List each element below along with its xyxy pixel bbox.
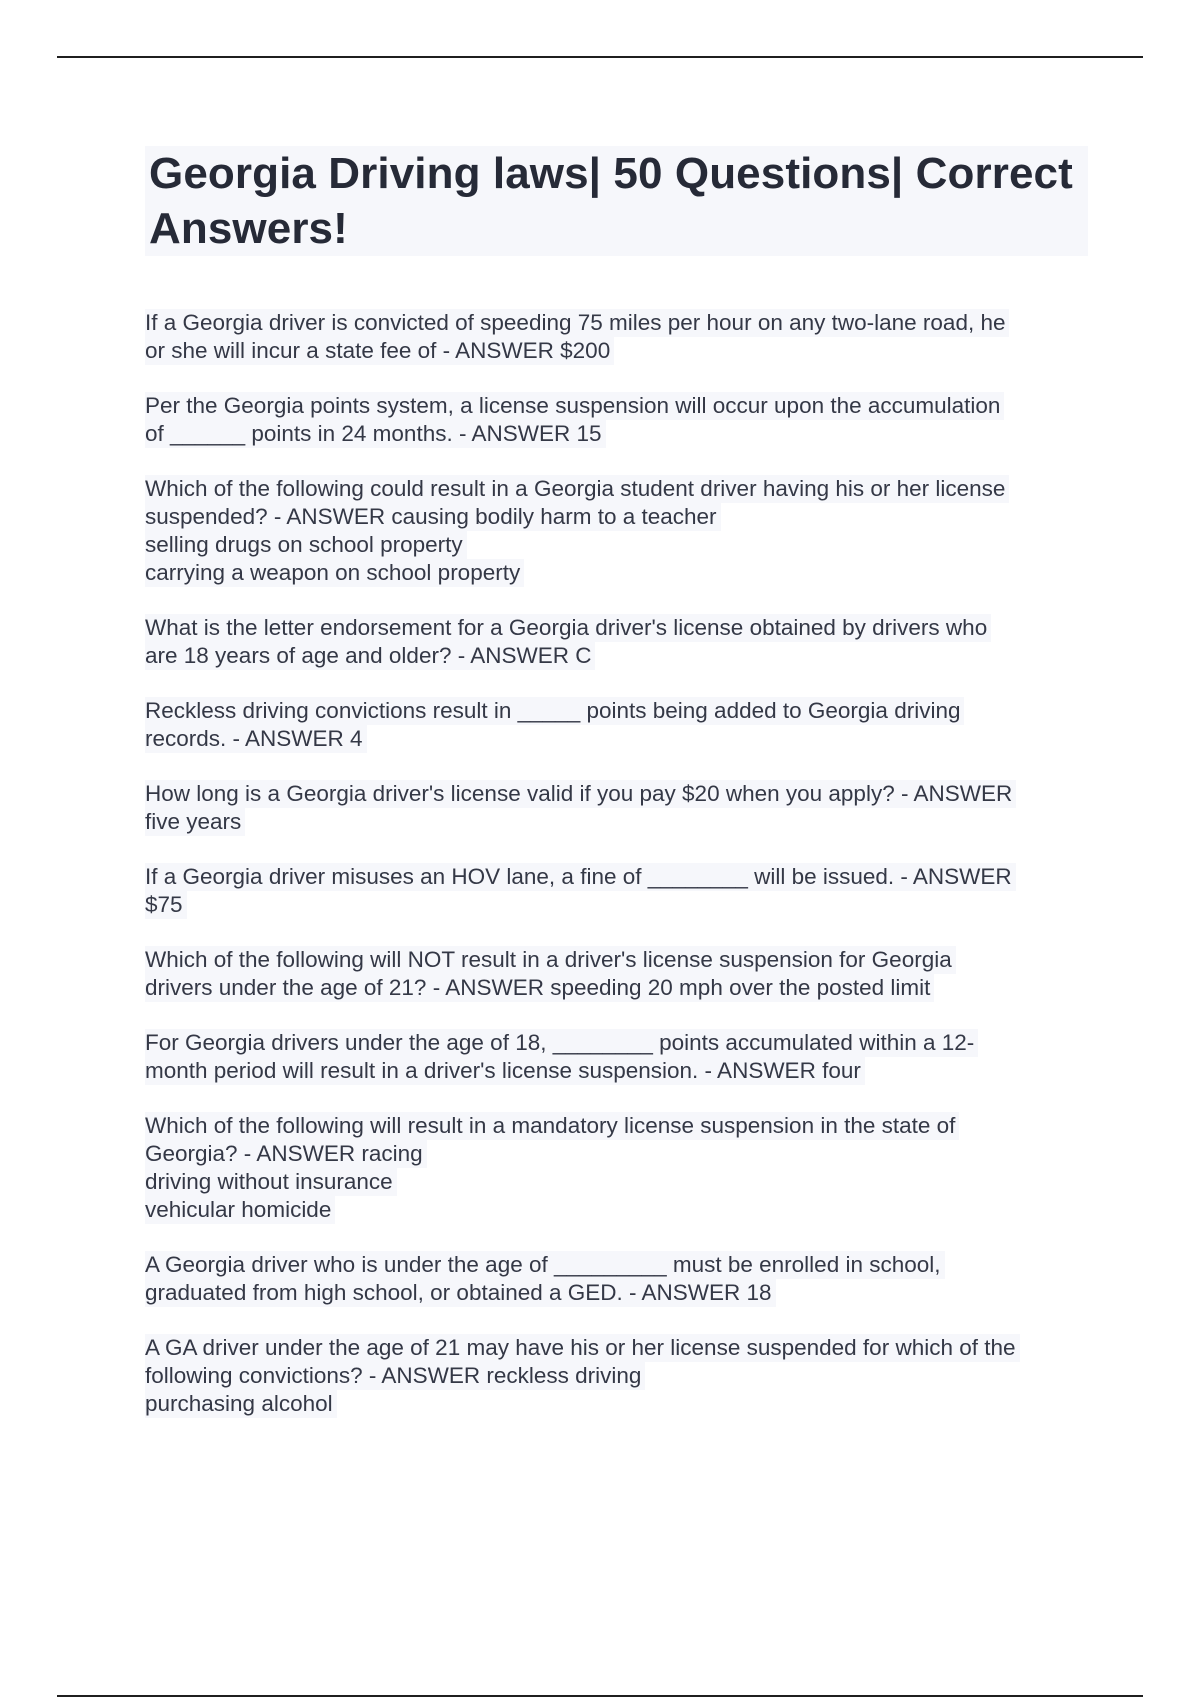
- question-answer-item: [145, 614, 1088, 670]
- question-answer-line: purchasing alcohol: [145, 1390, 337, 1418]
- question-answer-line: five years: [145, 808, 245, 836]
- question-answer-item: [145, 863, 1088, 919]
- question-answer-line: drivers under the age of 21? - ANSWER speeding 20 mph over the posted limit: [145, 974, 934, 1002]
- question-answer-line: or she will incur a state fee of - ANSWER $200: [145, 337, 614, 365]
- question-answer-line: How long is a Georgia driver's license valid if you pay $20 when you apply? - ANSWER: [145, 780, 1016, 808]
- question-answer-item: [145, 780, 1088, 836]
- question-answer-line: A GA driver under the age of 21 may have his or her license suspended for which of the: [145, 1334, 1020, 1362]
- question-answer-line: selling drugs on school property: [145, 531, 467, 559]
- question-answer-item: [145, 697, 1088, 753]
- question-answer-line: carrying a weapon on school property: [145, 559, 524, 587]
- question-answer-line: Per the Georgia points system, a license suspension will occur upon the accumulation: [145, 392, 1004, 420]
- top-rule: [57, 56, 1143, 58]
- question-answer-item: [145, 475, 1088, 587]
- question-answer-line: vehicular homicide: [145, 1196, 335, 1224]
- question-answer-line: following convictions? - ANSWER reckless driving: [145, 1362, 645, 1390]
- question-answer-item: [145, 1112, 1088, 1224]
- question-answer-line: month period will result in a driver's license suspension. - ANSWER four: [145, 1057, 865, 1085]
- question-answer-line: Reckless driving convictions result in _____ points being added to Georgia driving: [145, 697, 964, 725]
- document-title: Georgia Driving laws| 50 Questions| Correct Answers!: [149, 149, 1073, 253]
- document-body: [145, 146, 1088, 1445]
- question-answer-line: A Georgia driver who is under the age of _________ must be enrolled in school,: [145, 1251, 945, 1279]
- bottom-rule: [57, 1695, 1143, 1697]
- question-answer-line: If a Georgia driver misuses an HOV lane, a fine of ________ will be issued. - ANSWER: [145, 863, 1016, 891]
- question-answer-line: are 18 years of age and older? - ANSWER C: [145, 642, 595, 670]
- question-answer-item: [145, 1029, 1088, 1085]
- title-block: [145, 146, 1088, 256]
- question-answer-item: [145, 392, 1088, 448]
- question-answer-line: Which of the following could result in a Georgia student driver having his or her license: [145, 475, 1009, 503]
- question-answer-item: [145, 946, 1088, 1002]
- question-answer-line: What is the letter endorsement for a Georgia driver's license obtained by drivers who: [145, 614, 991, 642]
- question-answer-line: $75: [145, 891, 187, 919]
- question-answer-line: For Georgia drivers under the age of 18, ________ points accumulated within a 12-: [145, 1029, 978, 1057]
- question-answer-item: [145, 309, 1088, 365]
- question-answer-line: If a Georgia driver is convicted of speeding 75 miles per hour on any two-lane road, he: [145, 309, 1009, 337]
- question-answer-line: of ______ points in 24 months. - ANSWER 15: [145, 420, 606, 448]
- question-answer-item: [145, 1334, 1088, 1418]
- question-list: [145, 309, 1088, 1418]
- question-answer-line: Georgia? - ANSWER racing: [145, 1140, 427, 1168]
- question-answer-item: [145, 1251, 1088, 1307]
- question-answer-line: records. - ANSWER 4: [145, 725, 367, 753]
- question-answer-line: graduated from high school, or obtained a GED. - ANSWER 18: [145, 1279, 776, 1307]
- question-answer-line: Which of the following will NOT result in a driver's license suspension for Georgia: [145, 946, 956, 974]
- question-answer-line: suspended? - ANSWER causing bodily harm to a teacher: [145, 503, 721, 531]
- question-answer-line: Which of the following will result in a mandatory license suspension in the state of: [145, 1112, 959, 1140]
- question-answer-line: driving without insurance: [145, 1168, 397, 1196]
